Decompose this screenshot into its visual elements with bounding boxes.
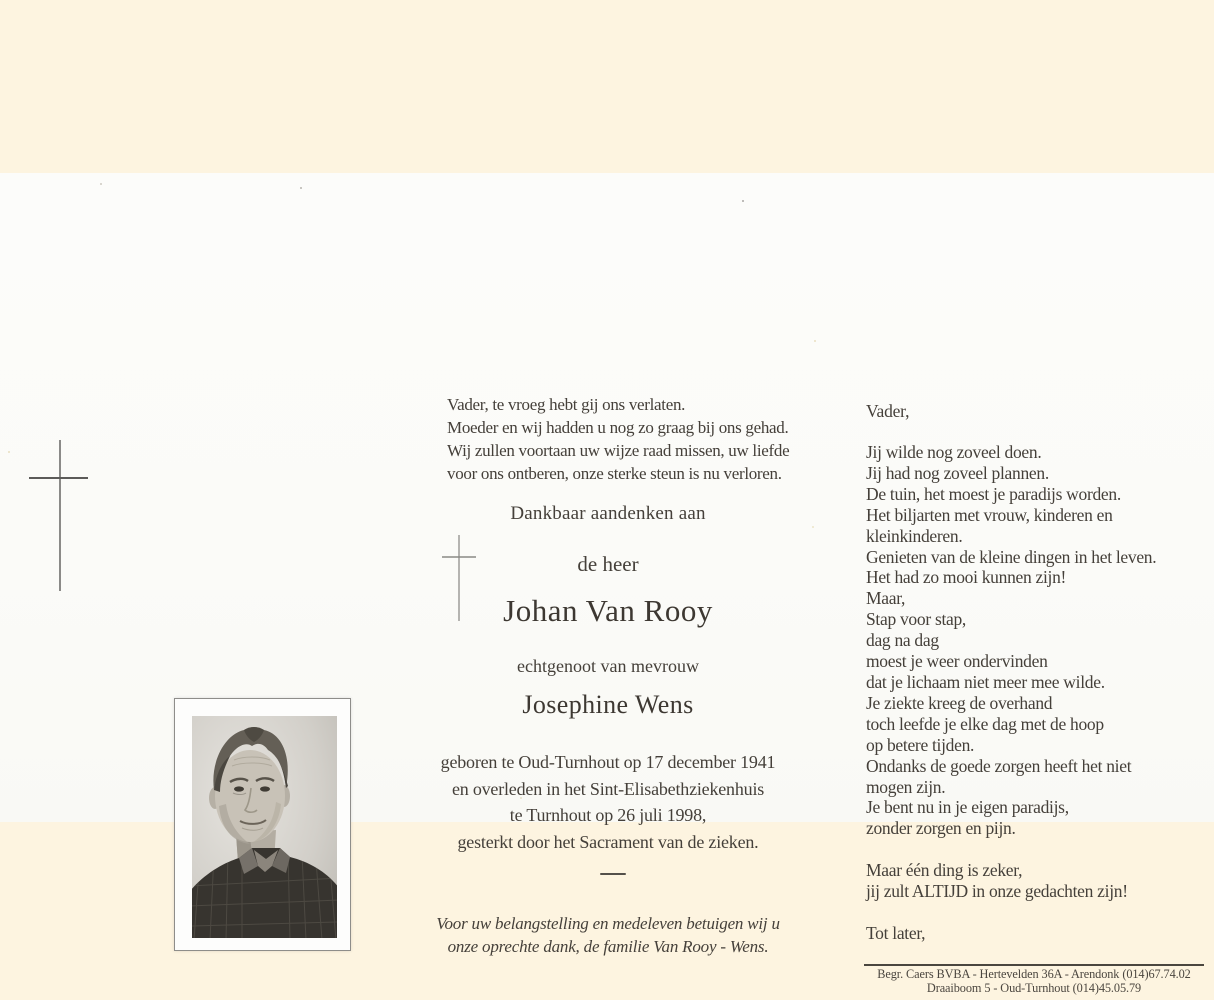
text-line: mogen zijn. [866, 776, 946, 797]
poem-salutation: Vader, [866, 401, 910, 421]
text-line: Stap voor stap, [866, 609, 967, 630]
text-line: op betere tijden. [866, 734, 975, 755]
dedication-label: Dankbaar aandenken aan [510, 503, 706, 524]
text-line: Maar, [866, 588, 906, 609]
portrait-illustration [192, 716, 337, 938]
spouse-name: Josephine Wens [522, 690, 694, 719]
text-line: De tuin, het moest je paradijs worden. [866, 483, 1121, 504]
text-line: en overleden in het Sint-Elisabethziekenhuis [451, 778, 765, 799]
text-line [866, 902, 1201, 923]
text-line: Het had zo mooi kunnen zijn! [866, 567, 1067, 588]
text-line: Je ziekte kreeg de overhand [866, 692, 1053, 713]
section-divider [600, 873, 626, 875]
text-line [866, 839, 1201, 860]
text-line: gesterkt door het Sacrament van de zieken. [457, 831, 759, 852]
text-line: Moeder en wij hadden u nog zo graag bij ons gehad. [447, 418, 789, 437]
memorial-card-scan [0, 173, 1214, 995]
text-line: moest je weer ondervinden [866, 651, 1048, 672]
text-line: kleinkinderen. [866, 525, 963, 546]
text-line: Tot later, [866, 922, 926, 943]
text-line: Jij had nog zoveel plannen. [866, 462, 1049, 483]
honorific-label: de heer [577, 552, 639, 576]
funeral-director-info [860, 967, 1208, 995]
opening-verse [447, 393, 799, 485]
text-line: Genieten van de kleine dingen in het leven. [866, 546, 1157, 567]
scan-specks [100, 183, 102, 185]
text-line: Ondanks de goede zorgen heeft het niet [866, 755, 1132, 776]
text-line: Je bent nu in je eigen paradijs, [866, 797, 1069, 818]
text-line: toch leefde je elke dag met de hoop [866, 713, 1104, 734]
text-line: Begr. Caers BVBA - Hertevelden 36A - Arendonk (014)67.74.02 [877, 967, 1191, 981]
text-line: dat je lichaam niet meer mee wilde. [866, 671, 1105, 692]
text-line: dag na dag [866, 630, 939, 651]
text-line: zonder zorgen en pijn. [866, 818, 1016, 839]
text-line: Draaiboom 5 - Oud-Turnhout (014)45.05.79 [926, 981, 1142, 995]
spouse-intro-label: echtgenoot van mevrouw [517, 656, 699, 676]
text-line: jij zult ALTIJD in onze gedachten zijn! [866, 881, 1128, 902]
text-line: Maar één ding is zeker, [866, 860, 1023, 881]
text-line: geboren te Oud-Turnhout op 17 december 1941 [440, 752, 776, 772]
footer-rule [864, 964, 1204, 966]
text-line: Wij zullen voortaan uw wijze raad missen, uw liefde [447, 441, 790, 460]
portrait-photo-image [192, 716, 337, 938]
portrait-photo [174, 698, 351, 951]
text-line: onze oprechte dank, de familie Van Rooy - Wens. [447, 937, 769, 956]
text-line: Voor uw belangstelling en medeleven betuigen wij u [436, 914, 780, 933]
poem-body [866, 442, 1201, 944]
text-line: voor ons ontberen, onze sterke steun is nu verloren. [447, 464, 782, 483]
memorial-cross-icon [20, 433, 100, 598]
text-line: Vader, te vroeg hebt gij ons verlaten. [447, 395, 686, 414]
text-line: Het biljarten met vrouw, kinderen en [866, 504, 1113, 525]
deceased-name: Johan Van Rooy [503, 593, 713, 628]
gratitude-text [428, 912, 788, 958]
life-events-text [428, 749, 788, 855]
text-line: Jij wilde nog zoveel doen. [866, 442, 1042, 462]
text-line: te Turnhout op 26 juli 1998, [509, 805, 707, 825]
